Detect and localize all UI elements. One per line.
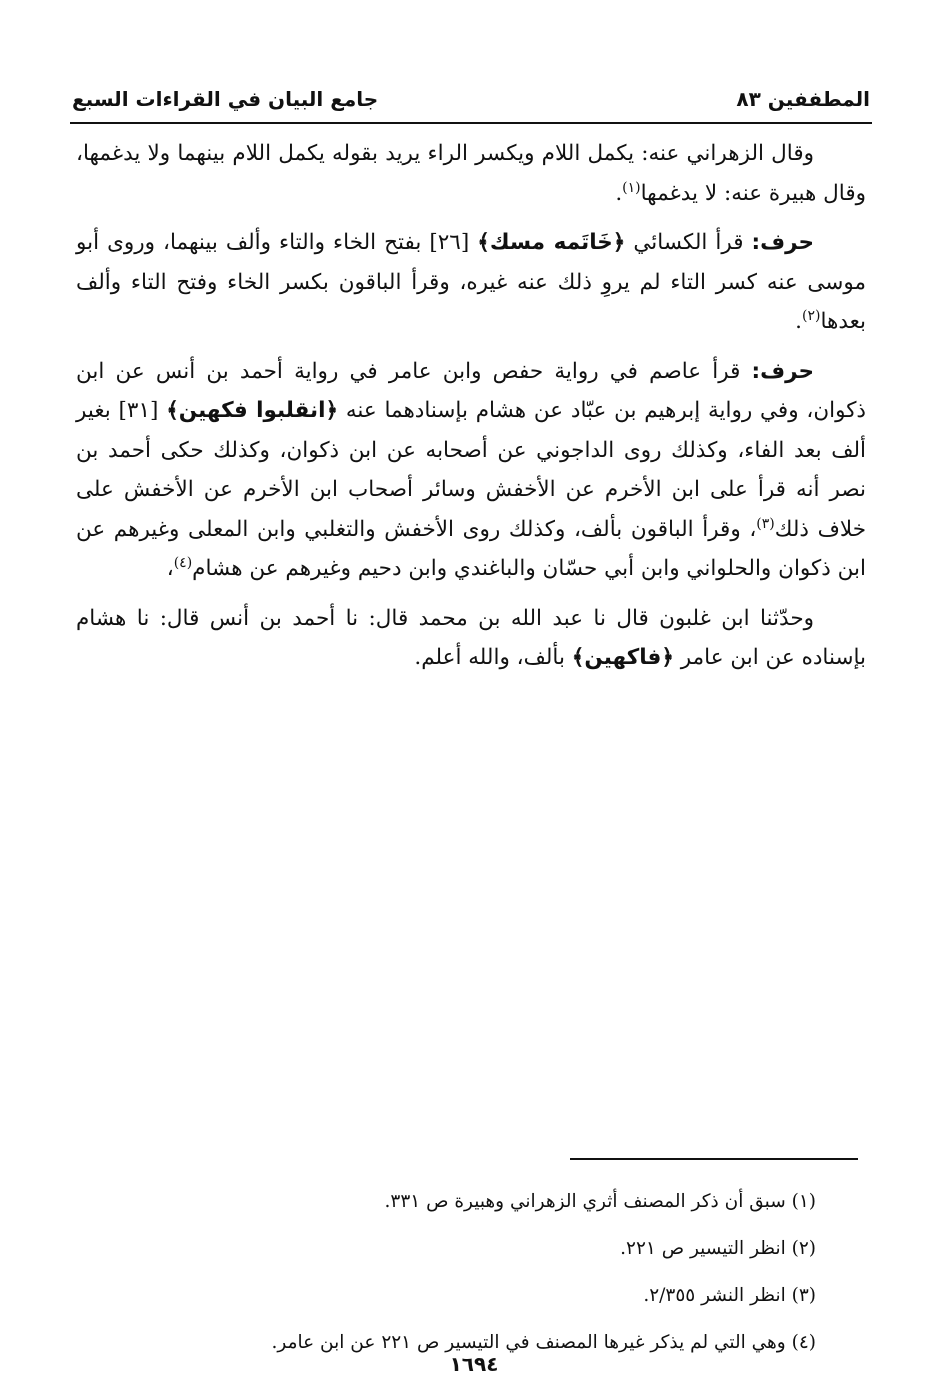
quran-word: ﴿انقلبوا فكهين﴾ bbox=[166, 398, 339, 423]
paragraph bbox=[76, 223, 866, 342]
footnote-marker: (٤) bbox=[173, 554, 193, 571]
paragraph bbox=[76, 134, 866, 213]
harf-label: حرف: bbox=[751, 230, 814, 255]
text-run: قرأ عاصم في رواية حفص وابن عامر في رواية أحمد بن أنس عن ابن ذكوان، وفي رواية إبرهيم بن عبّاد عن هشام بإسنادهما عنه bbox=[76, 358, 867, 423]
footnote-4: (٤) وهي التي لم يذكر غيرها المصنف في التيسير ص ٢٢١ عن ابن عامر. bbox=[271, 1332, 816, 1353]
footnote-marker: (١) bbox=[622, 179, 641, 196]
text-run: قرأ الكسائي bbox=[625, 230, 744, 255]
text-run: ، bbox=[166, 556, 174, 581]
main-text bbox=[76, 134, 866, 688]
header-sura-page: المطففين ٨٣ bbox=[736, 87, 870, 111]
running-header bbox=[72, 78, 870, 120]
footnote-3: (٣) انظر النشر ٢/٣٥٥. bbox=[643, 1285, 816, 1306]
text-run: [٢٦] بفتح الخاء والتاء وألف بينهما، وروى أبو موسى عنه كسر التاء لم يروِ ذلك عنه غيره، وقرأ الباقون بكسر الخاء وفتح التاء وألف بعدها bbox=[76, 230, 866, 334]
paragraph bbox=[76, 599, 866, 678]
paragraph bbox=[76, 352, 866, 589]
text-run: وحدّثنا ابن غلبون قال نا عبد الله بن محمد قال: نا أحمد بن أنس قال: نا هشام بإسناده عن ابن عامر bbox=[76, 605, 866, 670]
footnote-marker: (٢) bbox=[802, 307, 821, 324]
header-rule bbox=[70, 122, 872, 124]
harf-label: حرف: bbox=[751, 358, 814, 384]
text-run: ، وقرأ الباقون بألف، وكذلك روى الأخفش والتغلبي وابن المعلى وغيرهم عن ابن ذكوان والحلواني وابن أبي حسّان والباغندي وابن دحيم وغيرهم عن هشام bbox=[76, 516, 866, 581]
quran-word: ﴿فاكهين﴾ bbox=[571, 645, 674, 670]
footnote-separator bbox=[570, 1158, 858, 1160]
text-run: [٣١] بغير ألف بعد الفاء، وكذلك روى الداجوني عن أصحابه عن ابن ذكوان، وكذلك حكى أحمد بن نصر أنه قرأ على ابن الأخرم عن الأخفش وسائر أصحاب ابن الأخرم عن الأخفش على خلاف ذلك bbox=[76, 398, 866, 542]
footnote-1: (١) سبق أن ذكر المصنف أثري الزهراني وهبيرة ص ٣٣١. bbox=[384, 1191, 816, 1212]
footnote-marker: (٣) bbox=[756, 515, 775, 532]
text-run: بألف، والله أعلم. bbox=[414, 645, 572, 670]
header-book-title: جامع البيان في القراءات السبع bbox=[72, 87, 379, 111]
footnotes bbox=[70, 1178, 816, 1366]
text-run: وقال الزهراني عنه: يكمل اللام ويكسر الراء يريد بقوله يكمل اللام بينهما ولا يدغمها، وقال هبيرة عنه: لا يدغمها bbox=[76, 141, 866, 206]
text-run: . bbox=[795, 309, 802, 334]
page-number: ١٦٩٤ bbox=[449, 1352, 499, 1376]
text-run: . bbox=[615, 180, 623, 206]
quran-word: ﴿خَاتَمه مسك﴾ bbox=[477, 230, 626, 255]
footnote-2: (٢) انظر التيسير ص ٢٢١. bbox=[620, 1238, 816, 1259]
